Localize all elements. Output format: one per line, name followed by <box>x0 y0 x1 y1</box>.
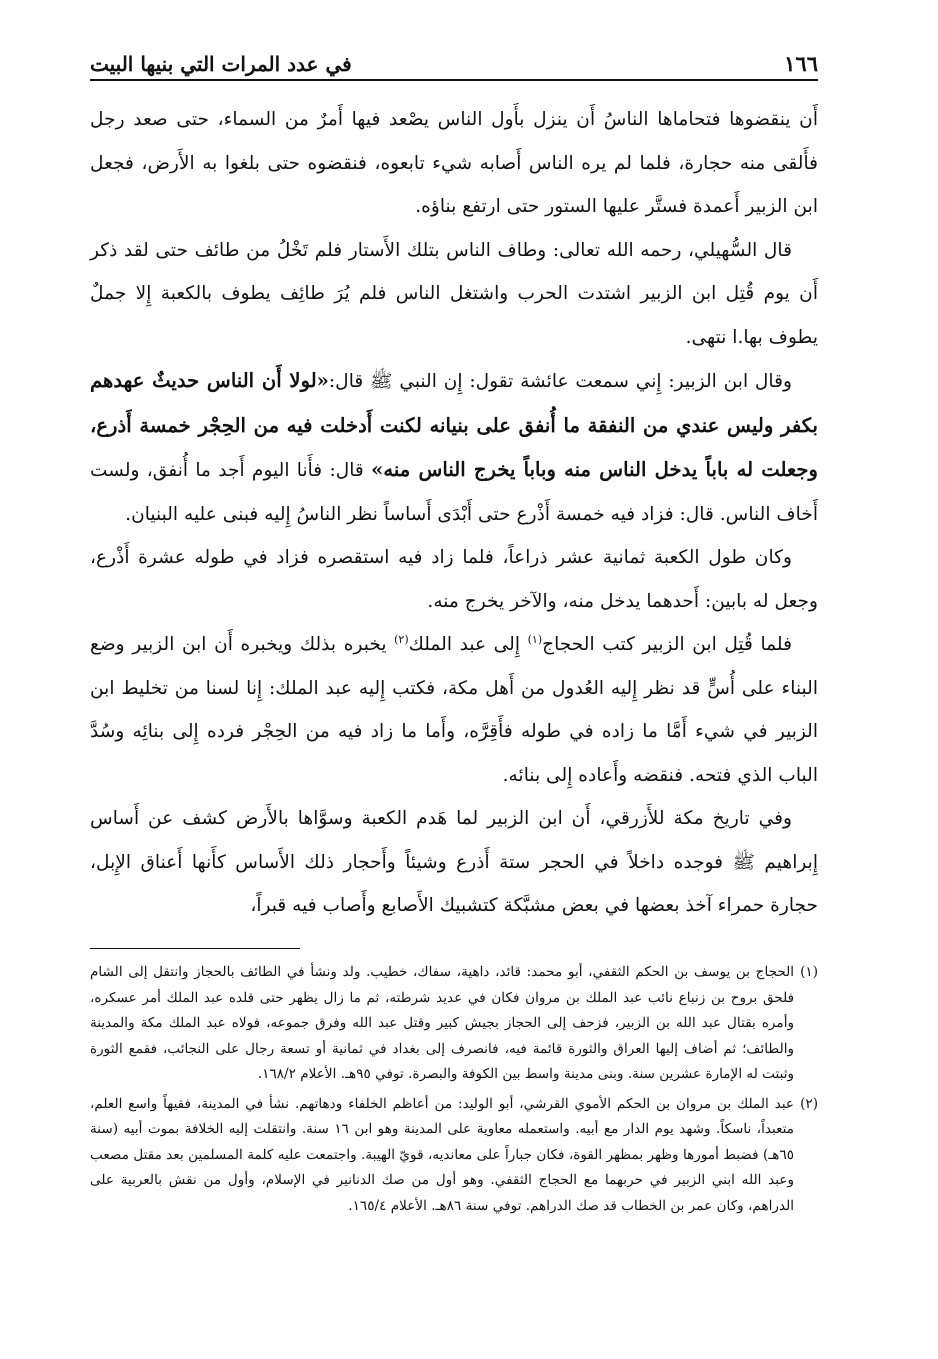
main-text <box>90 98 818 928</box>
page-header <box>90 40 818 76</box>
hadith-quote: «لولا أَن الناس حديثٌ عهدهم بكفر وليس عندي من النفقة ما أُنفق على بنيانه لكنت أَدخلت فيه من الحِجْر خمسة أَذرع، وجعلت له باباً يدخل الناس منه وباباً يخرج الناس منه» <box>90 369 818 481</box>
paragraph-text: فلما قُتِل ابن الزبير كتب الحجاج <box>542 634 792 655</box>
paragraph-intro: وقال ابن الزبير: إِني سمعت عائشة تقول: إِن النبي ﷺ قال: <box>328 371 792 392</box>
header-rule <box>90 79 818 81</box>
footnote-ref[interactable]: (١) <box>527 632 543 646</box>
paragraph <box>90 359 818 536</box>
footnote-number: (١) <box>800 964 818 980</box>
running-title: في عدد المرات التي بنيها البيت <box>90 52 352 76</box>
paragraph-text: يخبره بذلك ويخبره أَن ابن الزبير وضع البناء على أُسٍّ قد نظر إِليه العُدول من أَهل مكة، فكتب إِليه عبد الملك: إِنا لسنا من تخليط ابن الزبير في شيء أَمَّا ما زاده في طوله فأَقِرَّه، وأَما ما زاد فيه من الحِجْر فرده إِلى بنائِه وسُدَّ الباب الذي فتحه. فنقضه وأَعاده إِلى بنائه. <box>90 634 818 786</box>
footnote <box>90 1092 818 1220</box>
paragraph: وكان طول الكعبة ثمانية عشر ذراعاً، فلما زاد فيه استقصره فزاد في طوله عشرة أَذْرع، وجعل له بابين: أَحدهما يدخل منه، والآخر يخرج منه. <box>90 547 818 612</box>
footnote-separator <box>90 948 300 949</box>
paragraph: أَن ينقضوها فتحاماها الناسُ أَن ينزل بأَول الناس يصْعد فيها أَمرٌ من السماء، حتى صعد رجل فأَلقى منه حجارة، فلما لم يره الناس أَصابه شيء تابعوه، فنقضوه حتى بلغوا به الأَرض، فجعل ابن الزبير أَعمدة فستَّر عليها الستور حتى ارتفع بناؤه. <box>90 109 818 217</box>
footnote-ref[interactable]: (٢) <box>394 632 409 646</box>
paragraph-rest: قال: فأَنا اليوم أَجد ما أُنفق، ولست أَخاف الناس. قال: فزاد فيه خمسة أَذْرع حتى أَبْدَى أَساساً نظر الناسُ إِليه فبنى عليه البنيان. <box>90 460 818 525</box>
footnote-text: الحجاج بن يوسف بن الحكم الثقفي، أبو محمد: قائد، داهية، سفاك، خطيب. ولد ونشأ في الطائف بالحجاز وانتقل إلى الشام فلحق بروح بن زنباع نائب عبد الملك بن مروان فكان في عديد شرطته، ثم ما زال يظهر حتى قلده عبد الملك أمر عسكره، وأمره بقتال عبد الله بن الزبير، فزحف إلى الحجاز بجيش كبير وقتل عبد الله وفرق جموعه، فولاه عبد الملك مكة والمدينة والطائف؛ ثم أضاف إليها العراق والثورة قائمة فيه، فانصرف إلى بغداد في ثمانية أو تسعة رجال على النجائب، فقمع الثورة وثبتت له الإمارة عشرين سنة. وبنى مدينة واسط بين الكوفة والبصرة. توفي ٩٥هـ. الأعلام ١٦٨/٢. <box>90 964 795 1082</box>
footnote-number: (٢) <box>800 1095 818 1112</box>
footnotes <box>90 960 818 1223</box>
paragraph: قال السُّهيلي، رحمه الله تعالى: وطاف الناس بتلك الأَستار فلم تَخْلُ من طائف حتى لقد ذكر أَن يوم قُتِل ابن الزبير اشتدت الحرب واشتغل الناس فلم يُرَ طائِف يطوف بالكعبة إِلا جملٌ يطوف بها.ا نتهى. <box>90 239 818 348</box>
paragraph <box>90 623 818 797</box>
paragraph-text: إِلى عبد الملك <box>408 634 528 655</box>
footnote <box>90 960 818 1088</box>
footnote-text: عبد الملك بن مروان بن الحكم الأموي القرشي، أبو الوليد: من أعاظم الخلفاء ودهاتهم. نشأ في المدينة، فقيهاً واسع العلم، متعبداً، ناسكاً. وشهد يوم الدار مع أبيه. واستعمله معاوية على المدينة وهو ابن ١٦ سنة. وانتقلت إليه الخلافة بموت أبيه (سنة ٦٥هـ) فضبط أمورها وظهر بمظهر القوة، فكان جباراً على معانديه، قويّ الهيبة. واجتمعت عليه كلمة المسلمين بعد مقتل مصعب وعبد الله ابني الزبير في حربهما مع الحجاج الثقفي. وهو أول من صك الدنانير في الإسلام، وأول من نقش بالعربية على الدراهم، وكان عمر بن الخطاب قد صك الدراهم. توفي سنة ٨٦هـ. الأعلام ١٦٥/٤. <box>90 1095 795 1214</box>
page-number: ١٦٦ <box>784 51 818 76</box>
paragraph: وفي تاريخ مكة للأَزرقي، أَن ابن الزبير لما هَدم الكعبة وسوَّاها بالأَرض كشف عن أَساس إِبراهيم ﷺ فوجده داخلاً في الحجر ستة أَذرع وشيئاً وأَحجار ذلك الأَساس كأَنها أَعناق الإِبل، حجارة حمراء آخذ بعضها في بعض مشبَّكة كتشبيك الأَصابع وأَصاب فيه قبراً، <box>90 808 818 916</box>
